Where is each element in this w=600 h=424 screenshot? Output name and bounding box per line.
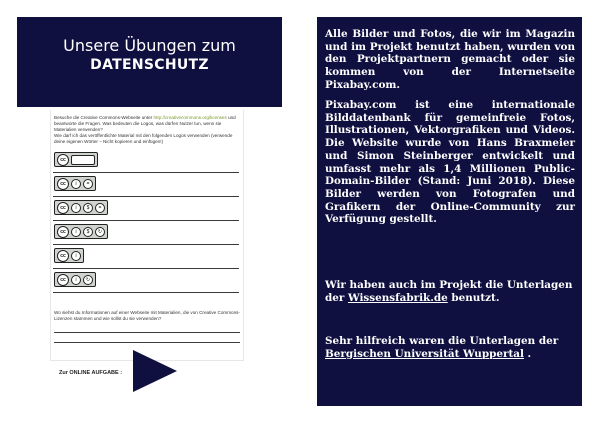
license-row-cc-by-nc-nd: [53, 198, 239, 221]
header-title-line-2: DATENSCHUTZ: [90, 57, 209, 73]
credits-paragraph-wuppertal: [325, 335, 575, 360]
answer-line[interactable]: [54, 332, 240, 333]
intro-text-2: und beantworte die Fragen. Was bedeuten die Logos, was dürfen Nutzer tun, wenn sie Materialien verwenden?: [54, 115, 236, 132]
cc-by-sa-license-icon: cc i ↻: [54, 272, 96, 287]
header-title-line-1: Unsere Übungen zum: [63, 36, 236, 55]
cc-by-nc-sa-license-icon: cc i $ ↻: [54, 224, 108, 239]
cc-by-nd-license-icon: cc i =: [54, 176, 96, 191]
credits-panel: [317, 17, 582, 406]
license-row-cc-by-nd: [53, 174, 239, 197]
play-triangle: [133, 350, 177, 392]
worksheet-intro: [54, 115, 240, 145]
wissensfabrik-text: Wir haben auch im Projekt die Unterlagen der: [325, 279, 573, 304]
license-row-cc-by-nc-sa: [53, 222, 239, 245]
online-task-label: Zur ONLINE AUFGABE :: [59, 370, 123, 376]
left-header-card: [17, 17, 282, 107]
cc-by-nc-nd-license-icon: cc i $ =: [54, 200, 108, 215]
play-icon[interactable]: [133, 348, 179, 394]
credits-paragraph-pixabay: Pixabay.com ist eine internationale Bilddatenbank für gemeinfreie Fotos, Illustrationen, Vektorgrafiken und Videos. Die Website wurde von Hans Braxmeier und Simon Steinberger entwickelt und umfasst mehr als 1,4 Millionen Public-Domain-Bilder (Stand: Juni 2018). Diese Bilder werden von Fotografen und Grafikern der Online-Community zur Verfügung gestellt.: [325, 99, 575, 226]
credits-paragraph-images: Alle Bilder und Fotos, die wir im Magazin und im Projekt benutzt haben, wurden von den Projektpartnern gemacht oder sie kommen von der Internetseite Pixabay.com.: [325, 28, 575, 91]
worksheet-document: [50, 110, 244, 361]
intro-text-3: Wie darf ich das veröffentlichte Material mit den folgenden Logos verwenden (verwende deine eigenen Wörter – Nicht kopieren und einfügen!): [54, 133, 233, 144]
wuppertal-link[interactable]: Bergischen Universität Wuppertal: [325, 347, 524, 360]
cc-license-icon: cc: [54, 152, 98, 167]
wuppertal-text-end: .: [523, 347, 532, 360]
credits-paragraph-wissensfabrik: [325, 279, 575, 304]
cc-by-license-icon: cc i: [54, 248, 84, 263]
wuppertal-text: Sehr hilfreich waren die Unterlagen der: [325, 335, 559, 347]
creative-commons-link[interactable]: http://creativecommons.org/licenses: [153, 115, 227, 120]
answer-line[interactable]: [54, 342, 240, 343]
license-row-cc-by: [53, 246, 239, 269]
intro-text-1: Besuche die Creative Commons-Webseite unter: [54, 115, 153, 120]
wissensfabrik-link[interactable]: Wissensfabrik.de: [347, 291, 448, 304]
license-row-cc-by-sa: [53, 270, 239, 293]
worksheet-question: Wo siehst du Informationen auf einer Webseite mit Materialien, die von Creative Commons-Lizenzen stammen und wie sollst du sie verwenden?: [54, 310, 240, 321]
license-row-cc: [53, 150, 239, 173]
wissensfabrik-text-end: benutzt.: [447, 291, 500, 304]
